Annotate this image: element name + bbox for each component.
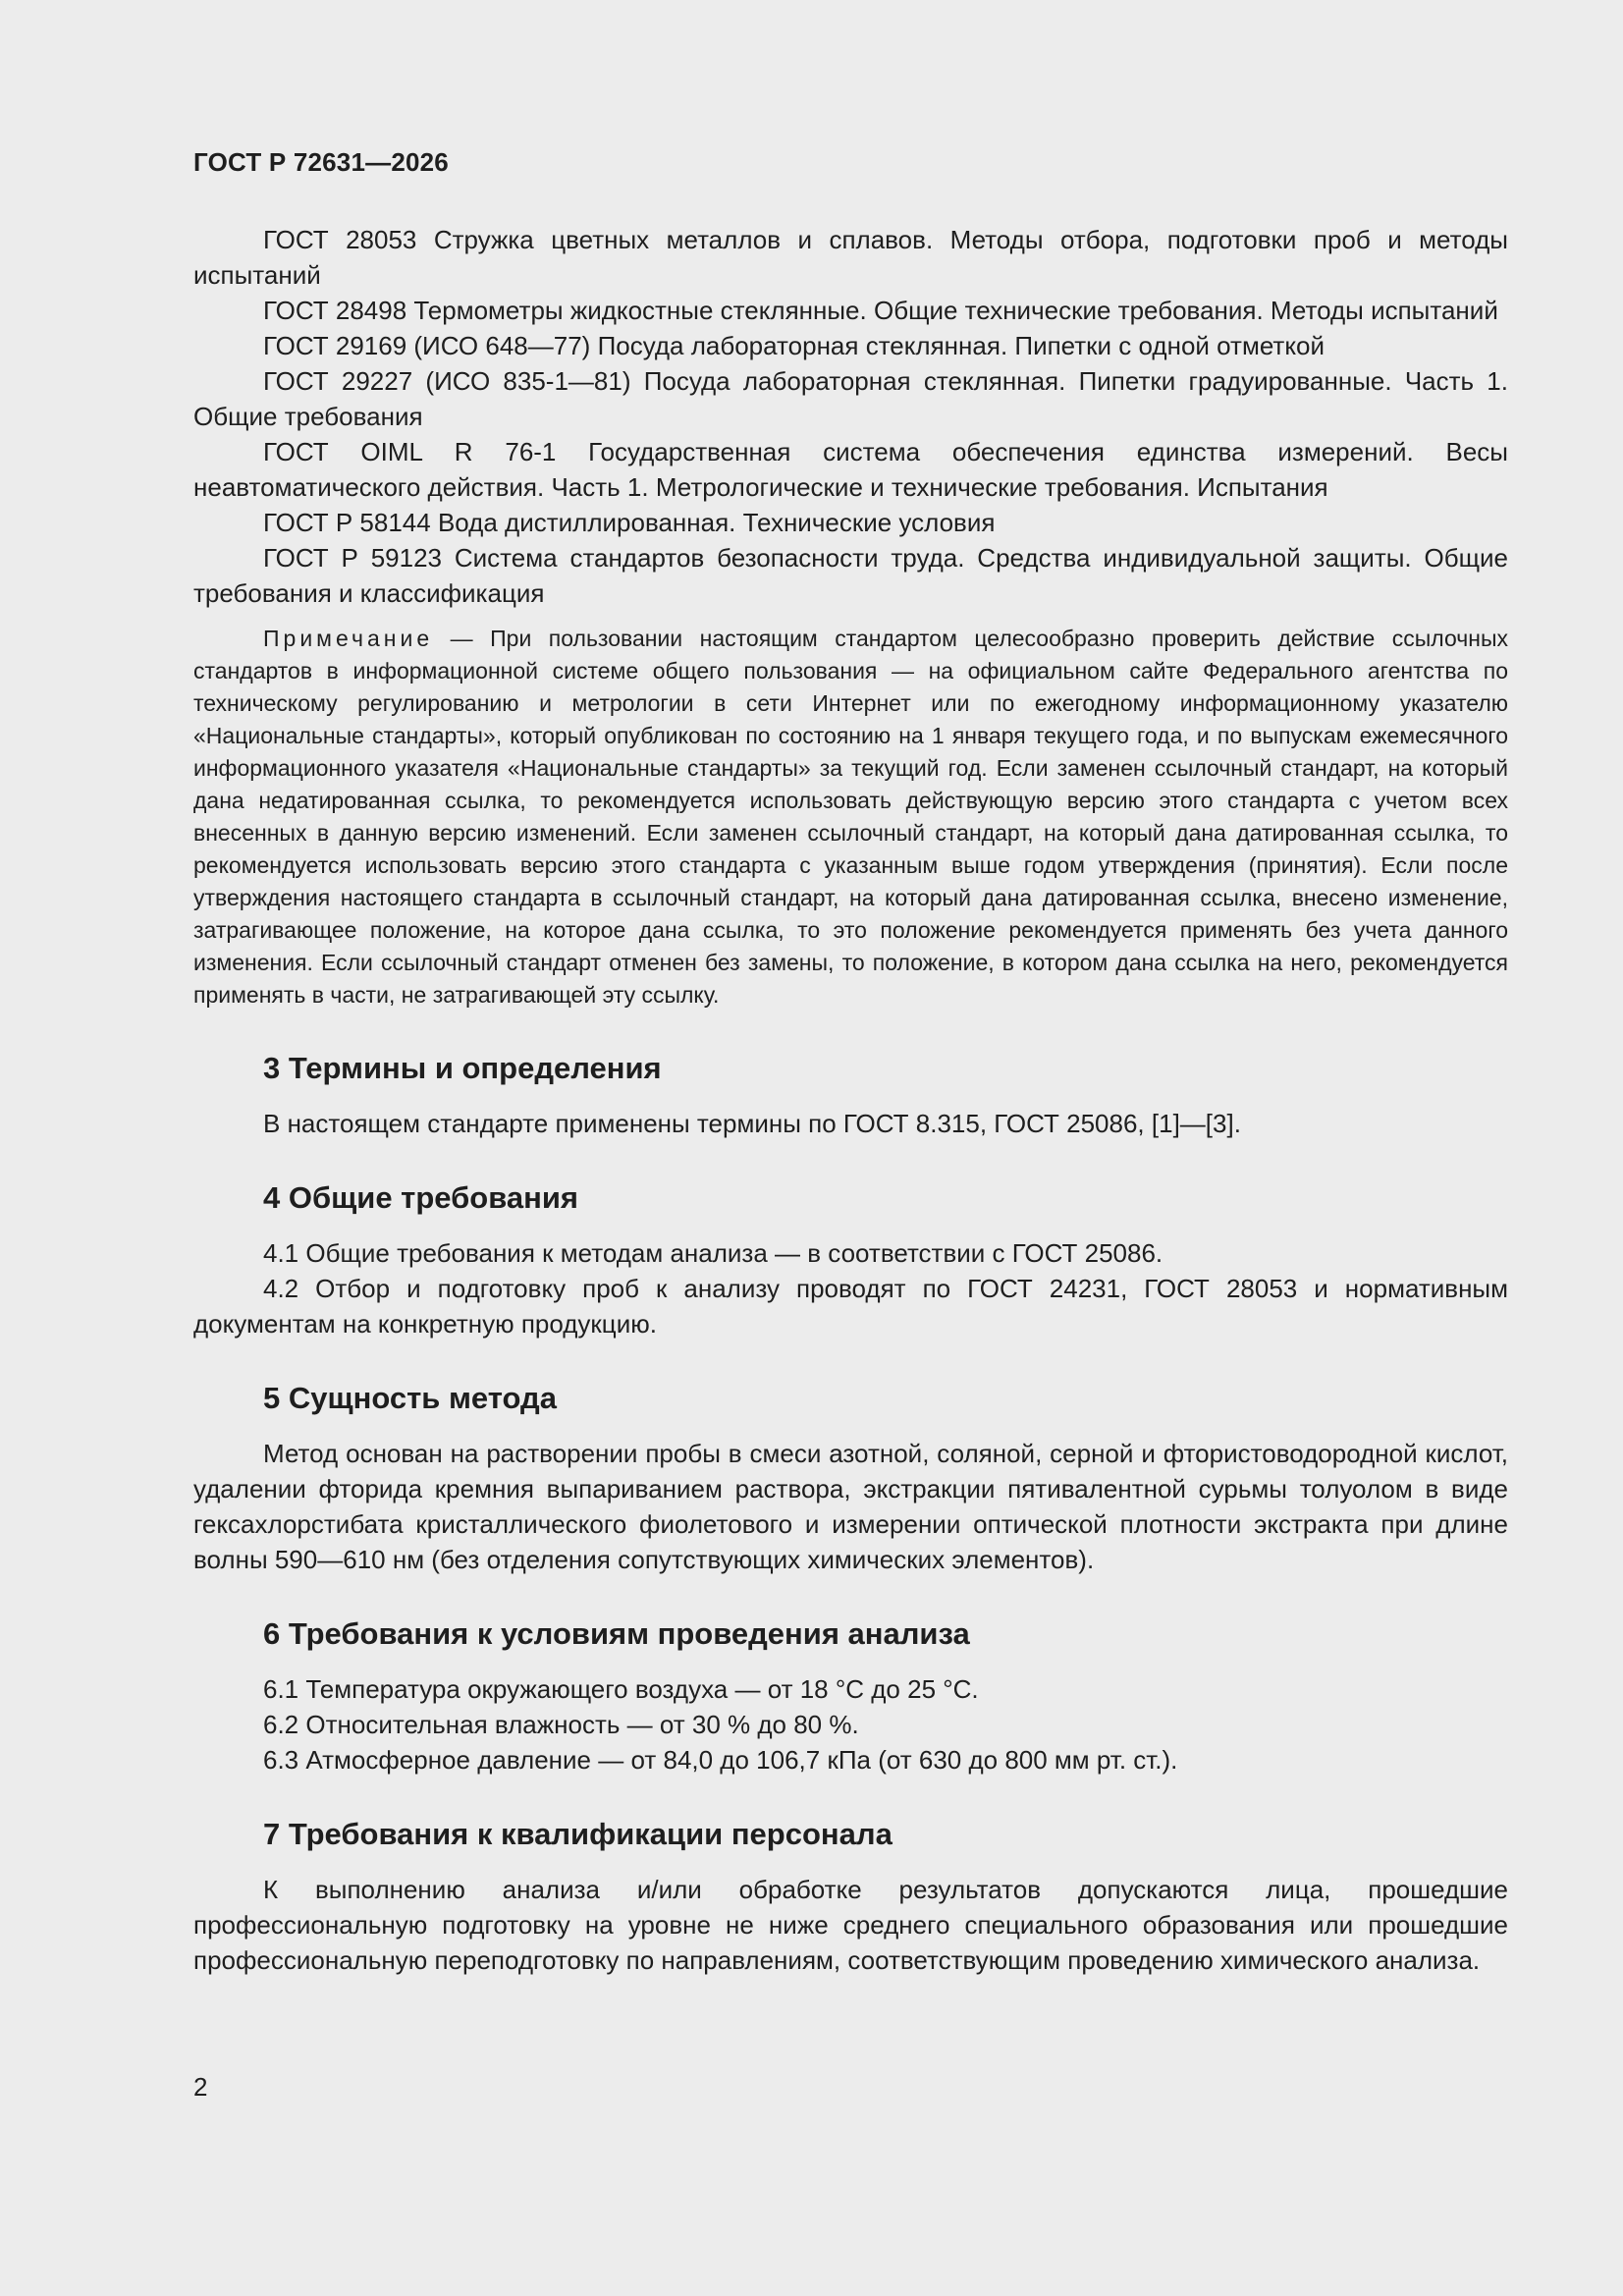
section-heading: 5 Сущность метода [263,1381,557,1415]
section-text: В настоящем стандарте применены термины по ГОСТ 8.315, ГОСТ 25086, [1]—[3]. [263,1109,1241,1138]
reference-item: ГОСТ 28053 Стружка цветных металлов и сплавов. Методы отбора, подготовки проб и методы испытаний [193,225,1508,290]
page-number: 2 [193,2072,208,2102]
note-paragraph [193,623,1508,1011]
clause-item: 6.3 Атмосферное давление — от 84,0 до 106,7 кПа (от 630 до 800 мм рт. ст.). [263,1745,1178,1775]
section-general-requirements [193,1178,1508,1341]
document-header: ГОСТ Р 72631—2026 [193,147,449,177]
section-text: Метод основан на растворении пробы в смеси азотной, соляной, серной и фтористоводородной кислот, удалении фторида кремния выпариванием раствора, экстракции пятивалентной сурьмы толуолом в виде гексахлорстибата кристаллического фиолетового и измерении оптической плотности экстракта при длине волны 590—610 нм (без отделения сопутствующих химических элементов). [193,1439,1508,1574]
section-text: К выполнению анализа и/или обработке результатов допускаются лица, прошедшие профессиональную подготовку на уровне не ниже среднего специального образования или прошедшие профессиональную переподготовку по направлениям, соответствующим проведению химического анализа. [193,1875,1508,1975]
section-terms [193,1049,1508,1141]
clause-item: 6.2 Относительная влажность — от 30 % до 80 %. [263,1710,859,1739]
section-method-essence [193,1379,1508,1577]
reference-item: ГОСТ Р 58144 Вода дистиллированная. Технические условия [263,508,996,537]
section-heading: 6 Требования к условиям проведения анализа [263,1616,970,1651]
reference-item: ГОСТ 29227 (ИСО 835-1—81) Посуда лабораторная стеклянная. Пипетки градуированные. Часть 1. Общие требования [193,366,1508,431]
document-body [193,222,1508,1978]
section-heading: 7 Требования к квалификации персонала [263,1817,893,1851]
normative-references-list [193,222,1508,611]
clause-item: 4.2 Отбор и подготовку проб к анализу проводят по ГОСТ 24231, ГОСТ 28053 и нормативным документам на конкретную продукцию. [193,1274,1508,1339]
section-heading: 3 Термины и определения [263,1051,662,1085]
section-analysis-conditions [193,1614,1508,1777]
note-text: — При пользовании настоящим стандартом целесообразно проверить действие ссылочных стандартов в информационной системе общего пользования — на официальном сайте Федерального агентства по техническому регулированию и метрологии в сети Интернет или по ежегодному информационному указателю «Национальные стандарты», который опубликован по состоянию на 1 января текущего года, и по выпускам ежемесячного информационного указателя «Национальные стандарты» за текущий год. Если заменен ссылочный стандарт, на который дана недатированная ссылка, то рекомендуется использовать действующую версию этого стандарта с учетом всех внесенных в данную версию изменений. Если заменен ссылочный стандарт, на который дана датированная ссылка, то рекомендуется использовать версию этого стандарта с указанным выше годом утверждения (принятия). Если после утверждения настоящего стандарта в ссылочный стандарт, на который дана датированная ссылка, внесено изменение, затрагивающее положение, на которое дана ссылка, то это положение рекомендуется применять без учета данного изменения. Если ссылочный стандарт отменен без замены, то положение, в котором дана ссылка на него, рекомендуется применять в части, не затрагивающей эту ссылку. [193,626,1508,1008]
clause-item: 6.1 Температура окружающего воздуха — от 18 °С до 25 °С. [263,1674,979,1704]
section-personnel-qualification [193,1815,1508,1978]
section-heading: 4 Общие требования [263,1180,578,1215]
clause-item: 4.1 Общие требования к методам анализа — в соответствии с ГОСТ 25086. [263,1238,1163,1268]
reference-item: ГОСТ 29169 (ИСО 648—77) Посуда лабораторная стеклянная. Пипетки с одной отметкой [263,331,1325,360]
reference-item: ГОСТ OIML R 76-1 Государственная система обеспечения единства измерений. Весы неавтоматического действия. Часть 1. Метрологические и технические требования. Испытания [193,437,1508,502]
note-label: Примечание [263,626,434,651]
reference-item: ГОСТ 28498 Термометры жидкостные стеклянные. Общие технические требования. Методы испытаний [263,296,1498,325]
reference-item: ГОСТ Р 59123 Система стандартов безопасности труда. Средства индивидуальной защиты. Общие требования и классификация [193,543,1508,608]
